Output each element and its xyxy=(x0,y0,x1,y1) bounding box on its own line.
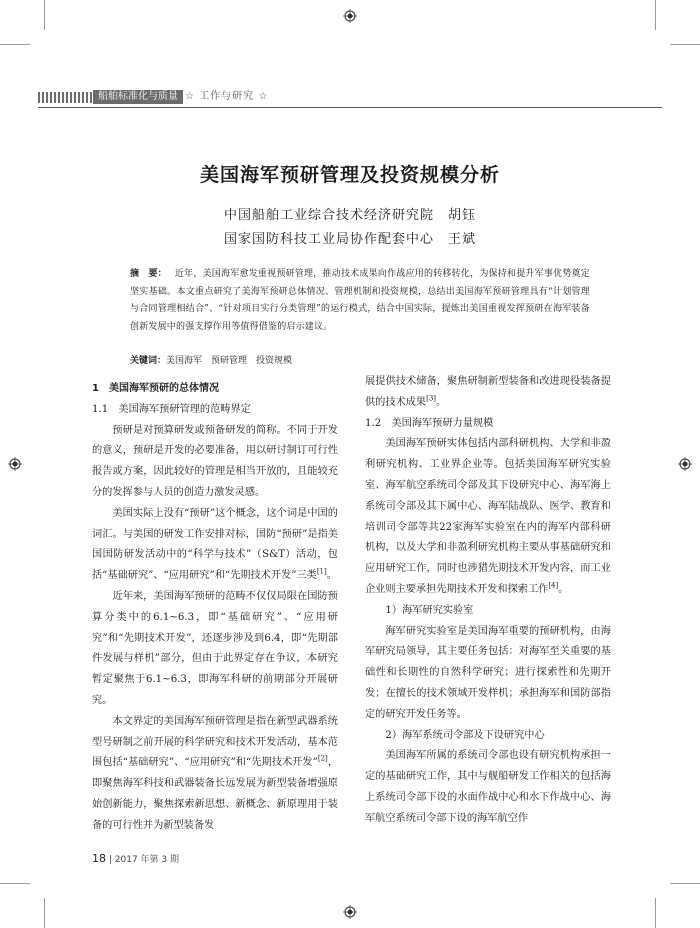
citation-ref: [3] xyxy=(426,394,437,403)
paragraph xyxy=(92,421,338,504)
registration-mark-icon xyxy=(343,9,357,23)
header-decoration xyxy=(38,92,92,103)
keywords-text: 美国海军 预研管理 投资规模 xyxy=(166,356,293,366)
paragraph-text: 美国海军所属的系统司令部也设有研究机构承担一定的基础研究工作，其中与舰船研发工作相关的包括海上系统司令部下设的水面作战中心和水下作战中心、海军航空系统司令部下设的海军航空作 xyxy=(365,750,611,824)
crop-mark xyxy=(44,0,45,30)
paragraph-text: 1.1 美国海军预研管理的范畴界定 xyxy=(92,403,251,415)
crop-mark xyxy=(670,883,700,884)
subsection-heading xyxy=(365,414,611,435)
paragraph-tail: ，即聚焦海军科技和武器装备长远发展为新型装备增强原始创新能力，聚焦探索新思想、新概念、新原理用于装备的可行性并为新型装备发 xyxy=(92,757,339,831)
citation-ref: [1] xyxy=(316,567,327,576)
paragraph xyxy=(92,504,338,587)
paragraph-text: 2）海军系统司令部及下设研究中心 xyxy=(385,729,545,741)
paragraph-text: 美国实际上没有“预研”这个概念，这个词是中国的词汇。与美国的研发工作安排对标，国防“预研”是指美国国防研发活动中的“科学与技术”（S&T）活动，包括“基础研究”、“应用研究”和“先期技术开发”三类 xyxy=(92,507,338,582)
author-line: 中国船舶工业综合技术经济研究院 胡钰 xyxy=(223,208,476,223)
keywords xyxy=(130,353,292,366)
abstract xyxy=(130,266,590,336)
crop-mark xyxy=(0,44,30,45)
journal-name: 船舶标准化与质量 xyxy=(93,90,183,104)
crop-mark xyxy=(655,0,656,30)
article-title: 美国海军预研管理及投资规模分析 xyxy=(199,164,500,186)
crop-mark xyxy=(655,898,656,928)
header-rule xyxy=(38,107,662,108)
paragraph-tail: 。 xyxy=(436,396,447,408)
page-number: 18 xyxy=(92,852,106,865)
footer-divider: | xyxy=(108,855,115,865)
registration-mark-icon xyxy=(678,457,692,471)
right-column xyxy=(365,372,611,830)
paragraph xyxy=(92,712,338,837)
issue-label: 2017 年第 3 期 xyxy=(114,855,179,865)
sub-heading xyxy=(365,601,611,622)
paragraph xyxy=(365,622,611,726)
sub-heading xyxy=(365,726,611,747)
paragraph xyxy=(365,372,611,414)
crop-mark xyxy=(670,44,700,45)
registration-mark-icon xyxy=(8,457,22,471)
crop-mark xyxy=(44,898,45,928)
paragraph-text: 1）海军研究实验室 xyxy=(385,604,474,616)
crop-mark xyxy=(0,883,30,884)
citation-ref: [2] xyxy=(317,754,328,763)
paragraph-text: 近年来，美国海军预研的范畴不仅仅局限在国防预算分类中的6.1~6.3，即“基础研究”、“应用研究”和“先期技术开发”，还逐步涉及到6.4，即“先期部件发展与样机”部分，但由于此界定存在争议，本研究暂定聚焦于6.1~6.3，即海军科研的前期部分开展研究。 xyxy=(92,590,338,706)
paragraph-text: 美国海军预研实体包括内部科研机构、大学和非盈利研究机构、工业界企业等。包括美国海军研究实验室、海军航空系统司令部及其下设研究中心、海军海上系统司令部及其下属中心、海军陆战队、医学、教育和培训司令部等共22家海军实验室在内的海军内部科研机构，以及大学和非盈利研究机构主要从事基础研究和应用研究工作，同时也涉猎先期技术开发内容，而工业企业则主要承担先期技术开发和探索工作 xyxy=(365,438,611,595)
abstract-label: 摘 要： xyxy=(130,269,167,279)
paragraph-tail: 。 xyxy=(326,570,337,582)
subsection-heading xyxy=(92,400,338,421)
citation-ref: [4] xyxy=(548,581,559,590)
abstract-text: 近年，美国海军愈发重视预研管理，推动技术成果向作战应用的转移转化，为保持和提升军事优势奠定坚实基础。本文重点研究了美海军预研总体情况、管理机制和投资规模，总结出美国海军预研管理具有“计划管理与合同管理相结合”、“针对项目实行分类管理”的运行模式，结合中国实际，提炼出美国重视发挥预研在海军装备创新发展中的强支撑作用等值得借鉴的启示建议。 xyxy=(130,269,590,332)
section-heading xyxy=(92,379,338,400)
paragraph-text: 展提供技术储备，聚焦研制新型装备和改进现役装备提供的技术成果 xyxy=(365,376,611,408)
registration-mark-icon xyxy=(343,905,357,919)
paragraph-text: 本文界定的美国海军预研管理是指在新型武器系统型号研制之前开展的科学研究和技术开发活动，基本范围包括“基础研究”、“应用研究”和“先期技术开发” xyxy=(92,715,338,769)
paragraph-text: 1 美国海军预研的总体情况 xyxy=(92,383,219,394)
left-column xyxy=(92,372,338,837)
page-footer xyxy=(92,852,179,865)
keywords-label: 关键词： xyxy=(130,356,167,366)
paragraph-text: 预研是对预算研发或预备研发的简称。不同于开发的意义，预研是开发的必要准备，用以研讨制订可行性报告或方案，因此较好的管理是相当开放的，且能较充分的发挥参与人员的创造力激发灵感。 xyxy=(92,424,338,498)
author-line: 国家国防科技工业局协作配套中心 王斌 xyxy=(223,232,476,247)
paragraph-tail: 。 xyxy=(558,583,569,595)
section-label: ☆ 工作与研究 ☆ xyxy=(185,91,269,102)
paragraph xyxy=(365,746,611,829)
paragraph xyxy=(92,587,338,712)
paragraph xyxy=(365,434,611,600)
paragraph-text: 海军研究实验室是美国海军重要的预研机构，由海军研究局领导，其主要任务包括：对海军至关重要的基础性和长期性的自然科学研究；进行探索性和先期开发；在擅长的技术领域开发样机；承担海军和国防部指定的研究开发任务等。 xyxy=(365,625,611,720)
paragraph-text: 1.2 美国海军预研力量规模 xyxy=(365,417,494,429)
